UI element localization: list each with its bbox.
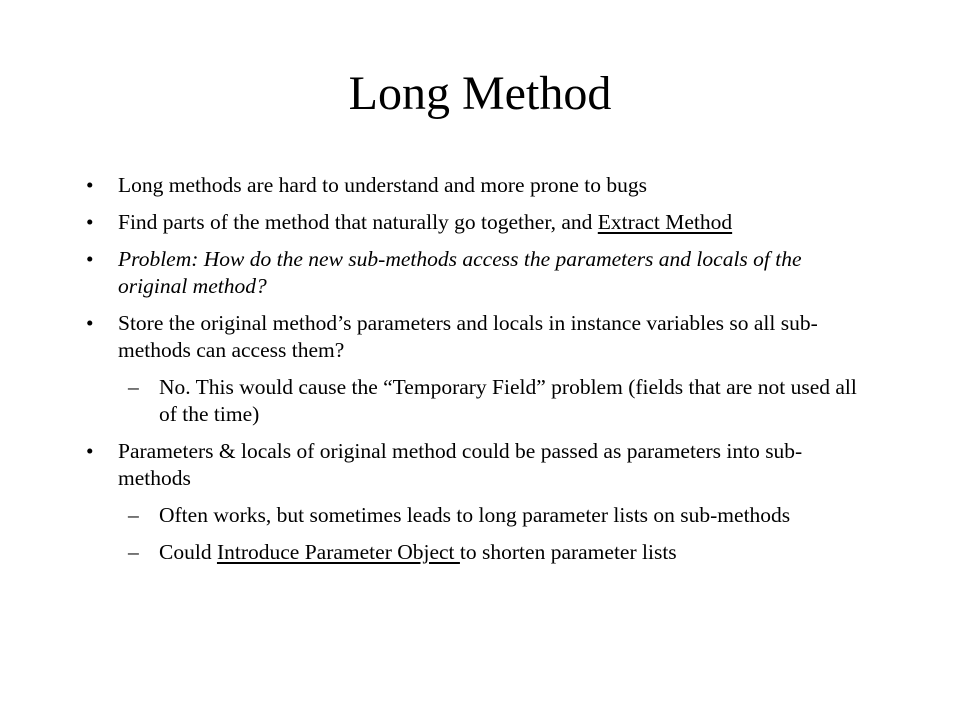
bullet-item-5 xyxy=(0,438,856,492)
bullet-marker: • xyxy=(86,439,94,463)
bullet-marker: • xyxy=(86,173,94,197)
bullet-text: Long methods are hard to understand and more prone to bugs xyxy=(118,173,648,197)
sub-bullet-text: Often works, but sometimes leads to long parameter lists on sub-methods xyxy=(159,503,791,527)
extract-method-term: Extract Method xyxy=(597,210,733,234)
bullet-text: Parameters & locals of original method could be passed as parameters into sub-methods xyxy=(118,439,803,490)
bullet-item-4 xyxy=(0,310,856,364)
slide-content xyxy=(0,172,960,576)
bullet-text: Store the original method’s parameters and locals in instance variables so all sub-methods can access them? xyxy=(118,311,818,362)
sub-bullet-text: No. This would cause the “Temporary Field” problem (fields that are not used all of the time) xyxy=(159,375,857,426)
sub-bullet-item-2 xyxy=(0,502,859,529)
sub-bullet-text-tail: to shorten parameter lists xyxy=(459,540,677,564)
bullet-marker: • xyxy=(86,210,94,234)
bullet-marker: • xyxy=(86,247,94,271)
introduce-parameter-object-term: Introduce Parameter Object xyxy=(216,540,460,564)
dash-marker: – xyxy=(128,503,139,527)
bullet-marker: • xyxy=(86,311,94,335)
bullet-text: Find parts of the method that naturally go together, and xyxy=(118,210,598,234)
sub-bullet-item-3 xyxy=(0,539,859,566)
dash-marker: – xyxy=(128,540,139,564)
bullet-text: Problem: How do the new sub-methods access the parameters and locals of the original method? xyxy=(118,247,802,298)
slide-title: Long Method xyxy=(348,67,612,120)
bullet-item-2 xyxy=(0,209,856,236)
bullet-item-3 xyxy=(0,246,856,300)
bullet-item-1 xyxy=(0,172,856,199)
dash-marker: – xyxy=(128,375,139,399)
sub-bullet-item-1 xyxy=(0,374,859,428)
sub-bullet-text: Could xyxy=(159,540,217,564)
